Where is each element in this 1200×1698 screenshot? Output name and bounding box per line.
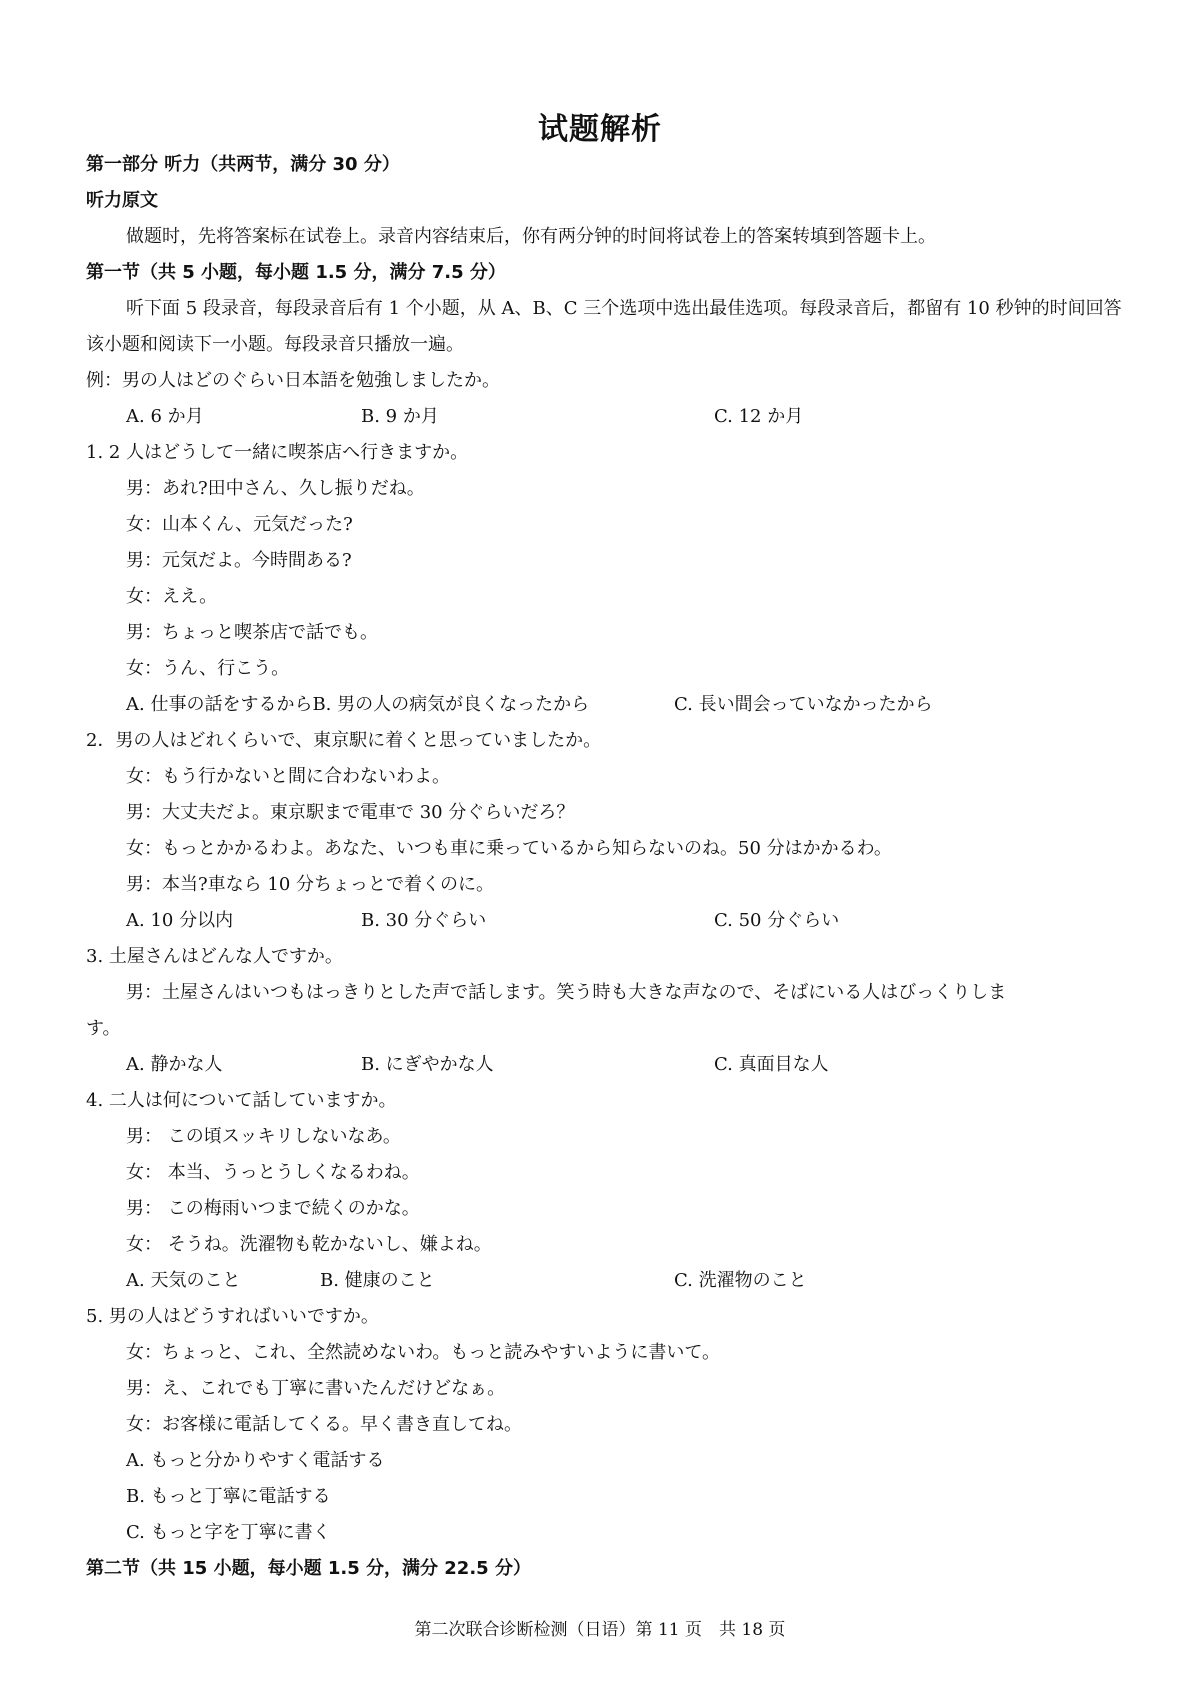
q1-option-ab: A. 仕事の話をするからB. 男の人の病気が良くなったから <box>126 694 590 715</box>
q2-dialogue-line: 男：本当?車なら 10 分ちょっとで着くのに。 <box>126 874 494 895</box>
q1-dialogue-line: 女：うん、行こう。 <box>126 658 290 679</box>
q2-option-c: C. 50 分ぐらい <box>714 910 840 931</box>
q5-option-c: C. もっと字を丁寧に書く <box>126 1522 331 1543</box>
q5-dialogue-line: 女：お客様に電話してくる。早く書き直してね。 <box>126 1414 522 1435</box>
document-body <box>86 147 1126 1587</box>
q4-dialogue-line: 男： この頃スッキリしないなあ。 <box>126 1126 401 1147</box>
q3-dialogue-line: 男：土屋さんはいつもはっきりとした声で話します。笑う時も大きな声なので、そばにいる人はびっくりしま <box>126 982 1007 1003</box>
q3-option-c: C. 真面目な人 <box>714 1054 829 1075</box>
q1-option-c: C. 長い間会っていなかったから <box>674 694 933 715</box>
q3-option-a: A. 静かな人 <box>126 1054 223 1075</box>
q3-question: 3. 土屋さんはどんな人ですか。 <box>86 946 343 967</box>
q3-option-b: B. にぎやかな人 <box>361 1054 494 1075</box>
q2-option-b: B. 30 分ぐらい <box>361 910 487 931</box>
instruction-text: 做题时，先将答案标在试卷上。录音内容结束后，你有两分钟的时间将试卷上的答案转填到答题卡上。 <box>126 226 936 247</box>
q1-dialogue-line: 男：あれ?田中さん、久し振りだね。 <box>126 478 425 499</box>
q1-question: 1. 2 人はどうして一緒に喫茶店へ行きますか。 <box>86 442 469 463</box>
q1-dialogue-line: 女：山本くん、元気だった? <box>126 514 353 535</box>
section1-instruction: 听下面 5 段录音，每段录音后有 1 个小题，从 A、B、C 三个选项中选出最佳选项。每段录音后，都留有 10 秒钟的时间回答该小题和阅读下一小题。每段录音只播放一遍。 <box>86 298 1122 355</box>
q5-option-a: A. もっと分かりやすく電話する <box>126 1450 385 1471</box>
example-option-c: C. 12 か月 <box>714 406 804 427</box>
q1-options <box>86 687 1126 723</box>
q4-option-a: A. 天気のこと <box>126 1270 241 1291</box>
q4-option-c: C. 洗濯物のこと <box>674 1270 807 1291</box>
q4-dialogue-line: 女： そうね。洗濯物も乾かないし、嫌よね。 <box>126 1234 492 1255</box>
q4-option-b: B. 健康のこと <box>320 1270 435 1291</box>
q2-option-a: A. 10 分以内 <box>126 910 234 931</box>
q5-option-b: B. もっと丁寧に電話する <box>126 1486 331 1507</box>
q2-dialogue-line: 女：もっとかかるわよ。あなた、いつも車に乗っているから知らないのね。50 分はかかるわ。 <box>126 838 892 859</box>
example-option-b: B. 9 か月 <box>361 406 439 427</box>
q5-dialogue-line: 女：ちょっと、これ、全然読めないわ。もっと読みやすいように書いて。 <box>126 1342 720 1363</box>
q2-dialogue-line: 女：もう行かないと間に合わないわよ。 <box>126 766 450 787</box>
example-question: 例：男の人はどのぐらい日本語を勉強しましたか。 <box>86 370 500 391</box>
page-footer: 第二次联合诊断检测（日语）第 11 页 共 18 页 <box>414 1620 786 1640</box>
q4-question: 4. 二人は何について話していますか。 <box>86 1090 397 1111</box>
page-title: 试题解析 <box>538 112 662 147</box>
transcript-heading: 听力原文 <box>86 190 158 211</box>
q4-dialogue-line: 女： 本当、うっとうしくなるわね。 <box>126 1162 420 1183</box>
example-option-a: A. 6 か月 <box>126 406 204 427</box>
q2-dialogue-line: 男：大丈夫だよ。東京駅まで電車で 30 分ぐらいだろ？ <box>126 802 575 823</box>
q3-dialogue-line-cont: す。 <box>86 1018 121 1039</box>
q4-options <box>86 1263 1126 1299</box>
q1-dialogue-line: 女：ええ。 <box>126 586 218 607</box>
q5-dialogue-line: 男：え、これでも丁寧に書いたんだけどなぁ。 <box>126 1378 506 1399</box>
example-options <box>86 399 1126 435</box>
q4-dialogue-line: 男： この梅雨いつまで続くのかな。 <box>126 1198 420 1219</box>
q5-question: 5. 男の人はどうすればいいですか。 <box>86 1306 379 1327</box>
q3-options <box>86 1047 1126 1083</box>
q1-dialogue-line: 男：ちょっと喫茶店で話でも。 <box>126 622 378 643</box>
part1-heading: 第一部分 听力（共两节，满分 30 分） <box>86 154 400 175</box>
q2-options <box>86 903 1126 939</box>
section1-heading: 第一节（共 5 小题，每小题 1.5 分，满分 7.5 分） <box>86 262 506 283</box>
q1-dialogue-line: 男：元気だよ。今時間ある? <box>126 550 352 571</box>
q2-question: 2．男の人はどれくらいで、東京駅に着くと思っていましたか。 <box>86 730 602 751</box>
section2-heading: 第二节（共 15 小题，每小题 1.5 分，满分 22.5 分） <box>86 1558 531 1579</box>
